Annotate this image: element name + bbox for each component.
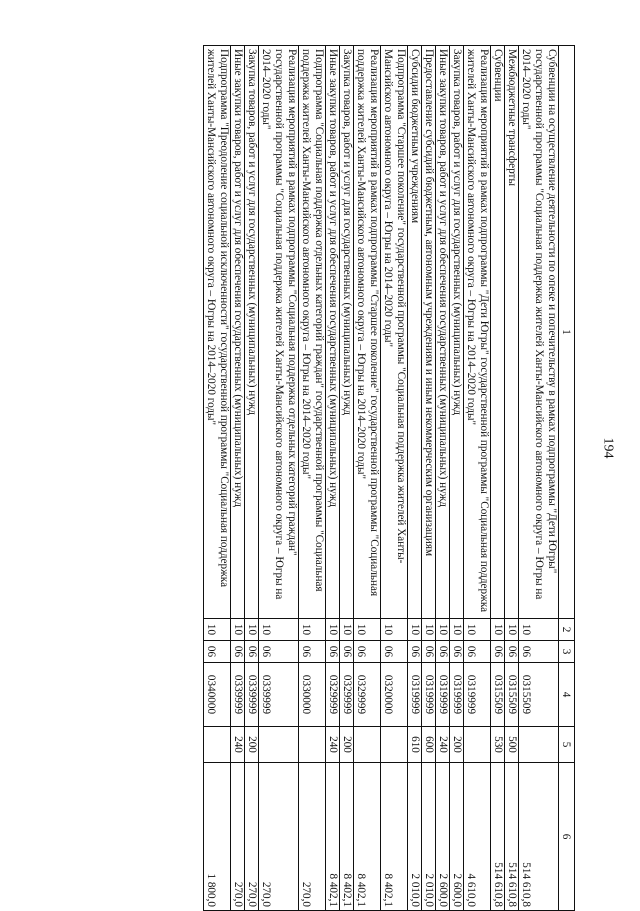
row-name: Реализация мероприятий в рамках подпрограммы "Старшее поколение" государственной программы "Социальная поддержка жителей Ханты-Мансийского автономного округа – Югры на 2014–2020 годы": [354, 46, 381, 619]
row-expense-type: [354, 727, 381, 763]
table-row: [464, 46, 491, 911]
row-target-code: 0315509: [505, 663, 519, 727]
row-amount: 8 402,1: [326, 763, 340, 911]
row-amount: 8 402,1: [354, 763, 381, 911]
row-name: Подпрограмма "Преодоление социальной исключенности" государственной программы "Социальная поддержка жителей Ханты-Мансийского автономного округа – Югры на 2014–2020 годы": [204, 46, 231, 619]
row-section: 10: [408, 619, 422, 641]
row-target-code: 0339999: [231, 663, 245, 727]
row-target-code: 0319999: [436, 663, 450, 727]
row-subsection: 06: [326, 641, 340, 663]
row-target-code: 0320000: [381, 663, 408, 727]
row-amount: 514 610,8: [505, 763, 519, 911]
table-row: [422, 46, 436, 911]
row-section: 10: [450, 619, 464, 641]
header-col-2: 2: [559, 619, 575, 641]
table-row: [245, 46, 259, 911]
row-section: 10: [299, 619, 326, 641]
table-row: [450, 46, 464, 911]
row-expense-type: [464, 727, 491, 763]
row-target-code: 0330000: [299, 663, 326, 727]
row-subsection: 06: [381, 641, 408, 663]
row-subsection: 06: [299, 641, 326, 663]
row-section: 10: [259, 619, 299, 641]
row-target-code: 0319999: [422, 663, 436, 727]
row-amount: 270,0: [245, 763, 259, 911]
row-subsection: 06: [340, 641, 354, 663]
row-subsection: 06: [519, 641, 559, 663]
row-name: Подпрограмма "Старшее поколение" государственной программы "Социальная поддержка жителей Ханты-Мансийского автономного округа – Югры на 2014–2020 годы": [381, 46, 408, 619]
row-amount: 514 610,8: [491, 763, 505, 911]
row-section: 10: [491, 619, 505, 641]
row-section: 10: [354, 619, 381, 641]
row-amount: 4 610,0: [464, 763, 491, 911]
row-subsection: 06: [408, 641, 422, 663]
table-row: [231, 46, 245, 911]
row-target-code: 0329999: [326, 663, 340, 727]
row-target-code: 0340000: [204, 663, 231, 727]
table-row: [381, 46, 408, 911]
table-row: [354, 46, 381, 911]
budget-table: [203, 45, 575, 911]
row-expense-type: [519, 727, 559, 763]
row-target-code: 0315509: [519, 663, 559, 727]
row-amount: 2 600,0: [450, 763, 464, 911]
row-expense-type: 240: [326, 727, 340, 763]
row-subsection: 06: [245, 641, 259, 663]
table-row: [491, 46, 505, 911]
row-name: Реализация мероприятий в рамках подпрограммы "Социальная поддержка отдельных категорий граждан" государственной программы "Социальная поддержка жителей Ханты-Мансийского автономного округа – Югры на 2014–2020 годы": [259, 46, 299, 619]
row-amount: 270,0: [259, 763, 299, 911]
row-amount: 2 010,0: [408, 763, 422, 911]
rotated-table-wrapper: [80, 45, 575, 910]
row-target-code: 0339999: [259, 663, 299, 727]
row-expense-type: [259, 727, 299, 763]
row-expense-type: 240: [436, 727, 450, 763]
row-expense-type: 200: [340, 727, 354, 763]
row-expense-type: [299, 727, 326, 763]
row-name: Подпрограмма "Социальная поддержка отдельных категорий граждан" государственной программы "Социальная поддержка жителей Ханты-Мансийского автономного округа – Югры на 2014–2020 годы": [299, 46, 326, 619]
row-name: Иные закупки товаров, работ и услуг для обеспечения государственных (муниципальных) нужд: [231, 46, 245, 619]
row-name: Предоставление субсидий бюджетным, автономным учреждениям и иным некоммерческим организациям: [422, 46, 436, 619]
row-name: Закупка товаров, работ и услуг для государственных (муниципальных) нужд: [245, 46, 259, 619]
row-expense-type: 600: [422, 727, 436, 763]
row-amount: 8 402,1: [381, 763, 408, 911]
row-section: 10: [245, 619, 259, 641]
table-row: [436, 46, 450, 911]
row-subsection: 06: [505, 641, 519, 663]
table-row: [408, 46, 422, 911]
row-amount: 2 600,0: [436, 763, 450, 911]
row-section: 10: [231, 619, 245, 641]
table-row: [204, 46, 231, 911]
row-subsection: 06: [491, 641, 505, 663]
row-name: Закупка товаров, работ и услуг для государственных (муниципальных) нужд: [450, 46, 464, 619]
row-target-code: 0329999: [354, 663, 381, 727]
row-amount: 8 402,1: [340, 763, 354, 911]
row-section: 10: [326, 619, 340, 641]
row-expense-type: 610: [408, 727, 422, 763]
table-row: [340, 46, 354, 911]
row-section: 10: [340, 619, 354, 641]
row-expense-type: 240: [231, 727, 245, 763]
row-name: Закупка товаров, работ и услуг для государственных (муниципальных) нужд: [340, 46, 354, 619]
table-header-row: [559, 46, 575, 911]
row-subsection: 06: [422, 641, 436, 663]
row-amount: 514 610,8: [519, 763, 559, 911]
row-section: 10: [505, 619, 519, 641]
row-section: 10: [436, 619, 450, 641]
row-target-code: 0319999: [450, 663, 464, 727]
row-target-code: 0319999: [464, 663, 491, 727]
page-number: 194: [600, 437, 616, 459]
row-expense-type: 200: [245, 727, 259, 763]
row-section: 10: [464, 619, 491, 641]
row-amount: 270,0: [231, 763, 245, 911]
row-expense-type: 500: [505, 727, 519, 763]
row-name: Субсидии бюджетным учреждениям: [408, 46, 422, 619]
table-row: [505, 46, 519, 911]
row-target-code: 0319999: [408, 663, 422, 727]
row-section: 10: [204, 619, 231, 641]
row-subsection: 06: [231, 641, 245, 663]
row-subsection: 06: [436, 641, 450, 663]
row-name: Межбюджетные трансферты: [505, 46, 519, 619]
header-col-3: 3: [559, 641, 575, 663]
row-name: Субвенции: [491, 46, 505, 619]
row-expense-type: [381, 727, 408, 763]
header-col-1: 1: [559, 46, 575, 619]
row-expense-type: [204, 727, 231, 763]
row-target-code: 0329999: [340, 663, 354, 727]
row-section: 10: [422, 619, 436, 641]
row-name: Субвенции на осуществление деятельности по опеке и попечительству в рамках подпрограммы "Дети Югры" государственной программы "Социальная поддержка жителей Ханты-Мансийского автономного округа – Югры на 2014–2020 годы": [519, 46, 559, 619]
row-subsection: 06: [464, 641, 491, 663]
row-expense-type: 530: [491, 727, 505, 763]
row-section: 10: [519, 619, 559, 641]
table-row: [519, 46, 559, 911]
table-row: [299, 46, 326, 911]
row-amount: 270,0: [299, 763, 326, 911]
row-target-code: 0315509: [491, 663, 505, 727]
row-target-code: 0339999: [245, 663, 259, 727]
row-subsection: 06: [354, 641, 381, 663]
header-col-4: 4: [559, 663, 575, 727]
row-amount: 2 010,0: [422, 763, 436, 911]
header-col-5: 5: [559, 727, 575, 763]
row-name: Иные закупки товаров, работ и услуг для обеспечения государственных (муниципальных) нужд: [436, 46, 450, 619]
table-row: [259, 46, 299, 911]
row-amount: 1 800,0: [204, 763, 231, 911]
row-name: Реализация мероприятий в рамках подпрограммы "Дети Югры" государственной программы "Социальная поддержка жителей Ханты-Мансийского автономного округа – Югры на 2014–2020 годы": [464, 46, 491, 619]
row-subsection: 06: [259, 641, 299, 663]
header-col-6: 6: [559, 763, 575, 911]
row-subsection: 06: [204, 641, 231, 663]
row-expense-type: 200: [450, 727, 464, 763]
table-row: [326, 46, 340, 911]
row-name: Иные закупки товаров, работ и услуг для обеспечения государственных (муниципальных) нужд: [326, 46, 340, 619]
row-section: 10: [381, 619, 408, 641]
row-subsection: 06: [450, 641, 464, 663]
